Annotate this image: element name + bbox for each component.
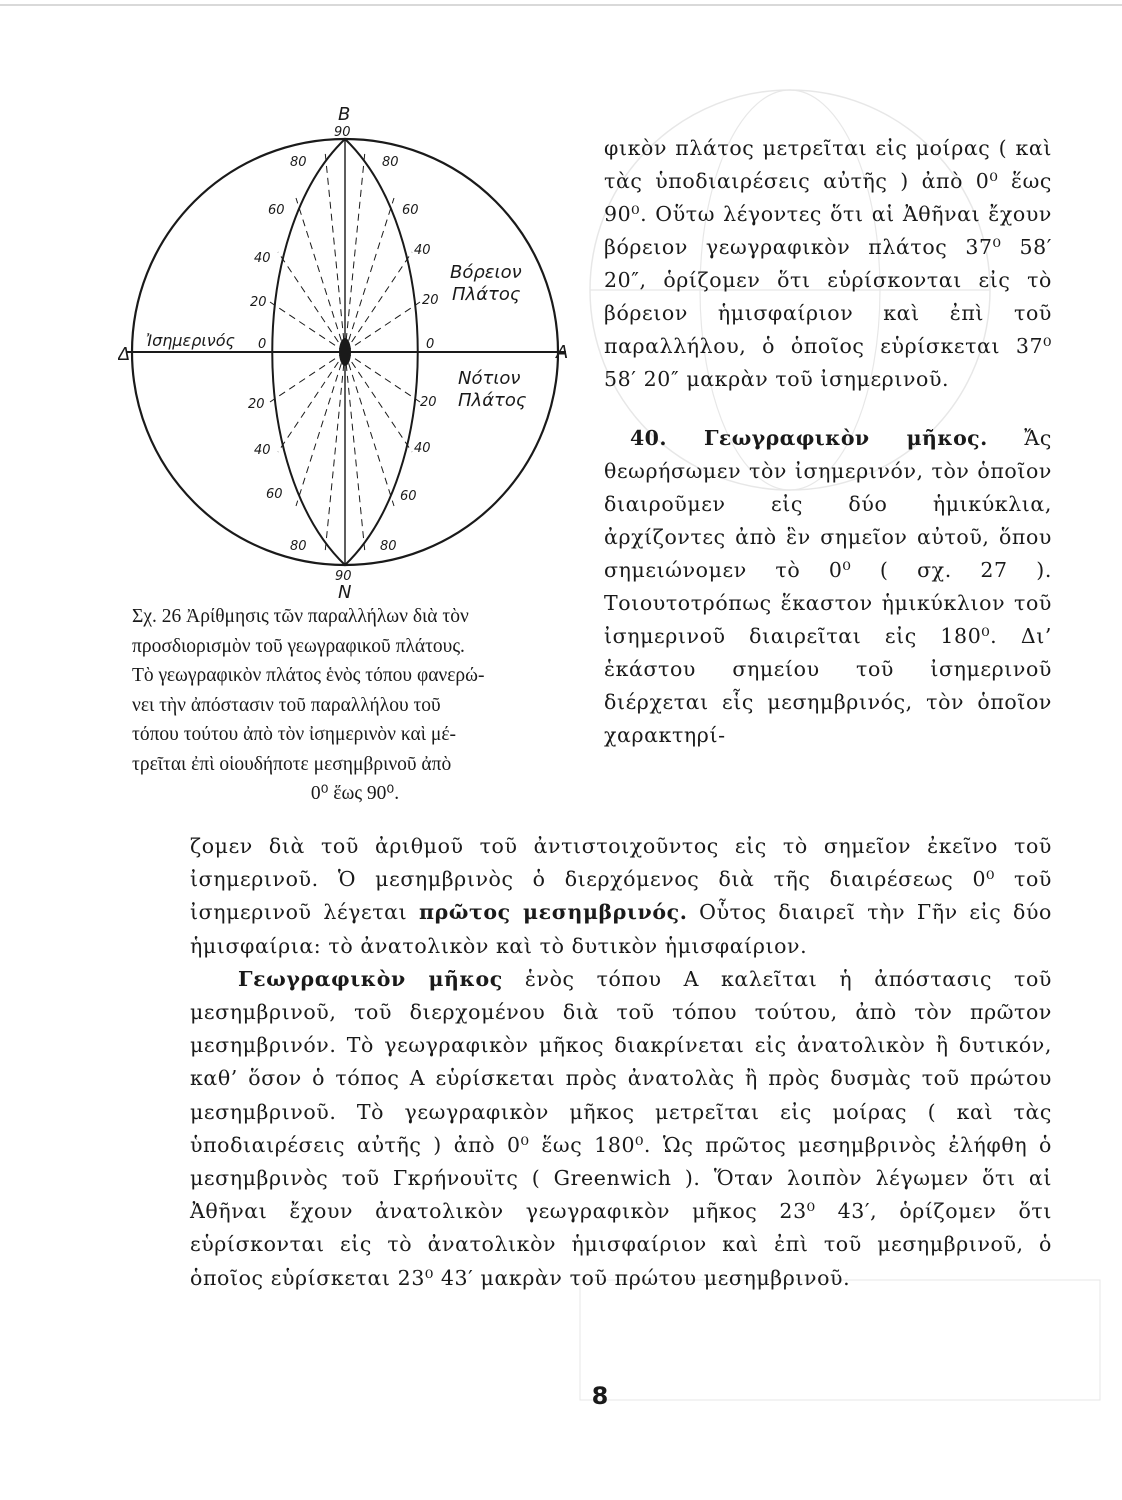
paragraph-longitude-intro bbox=[604, 422, 1052, 752]
caption-line: προσδιορισμὸν τοῦ γεωγραφικοῦ πλάτους. bbox=[132, 635, 465, 657]
paragraph-latitude-measure: φικὸν πλάτος μετρεῖται εἰς μοίρας ( καὶ τὰς ὑποδιαιρέσεις αὐτῆς ) ἀπὸ 0⁰ ἕως 90⁰. Οὕτω λέγοντες ὅτι αἱ Ἀθῆναι ἔχουν βόρειον γεωγραφικὸν πλάτος 37⁰ 58′ 20″, ὁρίζομεν ὅτι εὑρίσκονται εἰς τὸ βόρειον ἡμισφαίριον καὶ ἐπὶ τοῦ παραλλήλου, ὁ ὁποῖος εὑρίσκεται 37⁰ 58′ 20″ μακρὰν τοῦ ἰσημερινοῦ. bbox=[604, 136, 1052, 391]
south-pole-label: Ν bbox=[338, 582, 352, 600]
tick-label: 60 bbox=[266, 487, 283, 502]
east-point-label: Α bbox=[556, 342, 569, 363]
tick-label: 40 bbox=[254, 443, 271, 458]
caption-line: 0⁰ ἕως 90⁰. bbox=[310, 783, 400, 804]
paragraph-text: Ἄς θεωρήσωμεν τὸν ἰσημερινόν, τὸν ὁποῖον διαιροῦμεν εἰς δύο ἡμικύκλια, ἀρχίζοντες ἀπὸ ἓν σημεῖον αὐτοῦ, ὅπου σημειώνομεν τὸ 0⁰ ( σχ. 27 ). Τοιουτοτρόπως ἕκαστον ἡμικύκλιον τοῦ ἰσημερινοῦ διαιρεῖται εἰς 180⁰. Δι’ ἑκάστου σημείου τοῦ ἰσημερινοῦ διέρχεται εἷς μεσημβρινός, τὸν ὁποῖον χαρακτηρί- bbox=[604, 426, 1052, 747]
pole-value-bottom: 90 bbox=[335, 569, 352, 584]
north-pole-label: Β bbox=[338, 104, 351, 125]
caption-line: τρεῖται ἐπὶ οἱουδήποτε μεσημβρινοῦ ἀπὸ bbox=[132, 753, 452, 775]
caption-line: Τὸ γεωγραφικὸν πλάτος ἑνὸς τόπου φανερώ- bbox=[132, 665, 485, 686]
north-latitude-label-2: Πλάτος bbox=[452, 284, 521, 305]
bottom-text-block bbox=[190, 830, 1052, 1295]
paragraph-text: Οὗτος διαιρεῖ τὴν Γῆν εἰς δύο ἡμισφαίρια: τὸ ἀνατολικὸν καὶ τὸ δυτικὸν ἡμισφαίριον. bbox=[190, 900, 1052, 958]
west-point-label: Δ bbox=[118, 344, 131, 365]
north-latitude-label-1: Βόρειον bbox=[450, 262, 522, 283]
tick-label: 40 bbox=[254, 251, 271, 266]
paragraph-text: ζομεν διὰ τοῦ ἀριθμοῦ τοῦ ἀντιστοιχοῦντος εἰς τὸ σημεῖον ἐκεῖνο τοῦ ἰσημερινοῦ. Ὁ μεσημβρινὸς ὁ διερχόμενος διὰ τῆς διαιρέσεως 0⁰ τοῦ ἰσημερινοῦ λέγεται bbox=[190, 834, 1052, 925]
latitude-globe-diagram bbox=[118, 102, 580, 600]
tick-label: 80 bbox=[382, 155, 399, 170]
page-number: 8 bbox=[591, 1382, 609, 1410]
tick-label: 80 bbox=[290, 539, 307, 554]
figure-caption bbox=[132, 602, 578, 809]
tick-label: 20 bbox=[420, 395, 437, 410]
caption-line: νει τὴν ἀπόστασιν τοῦ παραλλήλου τοῦ bbox=[132, 694, 441, 716]
tick-label: 0 bbox=[426, 337, 435, 352]
tick-label: 60 bbox=[402, 203, 419, 218]
center-point bbox=[339, 338, 351, 366]
right-text-column bbox=[604, 132, 1052, 752]
tick-label: 80 bbox=[380, 539, 397, 554]
tick-label: 40 bbox=[414, 243, 431, 258]
degree-ticks-upper-right bbox=[382, 155, 439, 352]
section-heading: 40. Γεωγραφικὸν μῆκος. bbox=[630, 426, 988, 450]
paragraph-longitude-definition bbox=[190, 963, 1052, 1295]
tick-label: 40 bbox=[414, 441, 431, 456]
pole-value-top: 90 bbox=[334, 125, 351, 140]
top-edge-rule bbox=[0, 4, 1122, 6]
south-latitude-label-1: Νότιον bbox=[458, 368, 521, 389]
south-latitude-label-2: Πλάτος bbox=[458, 390, 527, 411]
degree-ticks-upper-left bbox=[250, 155, 307, 352]
tick-label: 20 bbox=[422, 293, 439, 308]
tick-label: 20 bbox=[250, 295, 267, 310]
tick-label: 0 bbox=[258, 337, 267, 352]
tick-label: 60 bbox=[400, 489, 417, 504]
caption-line: Σχ. 26 Ἀρίθμησις τῶν παραλλήλων διὰ τὸν bbox=[132, 606, 469, 627]
degree-ticks-lower-right bbox=[380, 395, 437, 554]
tick-label: 20 bbox=[248, 397, 265, 412]
caption-line: τόπου τούτου ἀπὸ τὸν ἰσημερινὸν καὶ μέ- bbox=[132, 724, 456, 745]
paragraph-prime-meridian bbox=[190, 830, 1052, 963]
paragraph-text: ἑνὸς τόπου Α καλεῖται ἡ ἀπόστασις τοῦ μεσημβρινοῦ, τοῦ διερχομένου διὰ τοῦ τόπου τούτου, ἀπὸ τὸν πρῶτον μεσημβρινόν. Τὸ γεωγραφικὸν μῆκος διακρίνεται εἰς ἀνατολικὸν ἢ δυτικόν, καθ’ ὅσον ὁ τόπος Α εὑρίσκεται πρὸς ἀνατολὰς ἢ πρὸς δυσμὰς τοῦ πρώτου μεσημβρινοῦ. Τὸ γεωγραφικὸν μῆκος μετρεῖται εἰς μοίρας ( καὶ τὰς ὑποδιαιρέσεις αὐτῆς ) ἀπὸ 0⁰ ἕως 180⁰. Ὡς πρῶτος μεσημβρινὸς ἐλήφθη ὁ μεσημβρινὸς τοῦ Γκρήνουϊτς ( Greenwich ). Ὅταν λοιπὸν λέγωμεν ὅτι αἱ Ἀθῆναι ἔχουν ἀνατολικὸν γεωγραφικὸν μῆκος 23⁰ 43′, ὁρίζομεν ὅτι εὑρίσκονται εἰς τὸ ἀνατολικὸν ἡμισφαίριον καὶ ἐπὶ τοῦ μεσημβρινοῦ, ὁ ὁποῖος εὑρίσκεται 23⁰ 43′ μακρὰν τοῦ πρώτου μεσημβρινοῦ. bbox=[190, 966, 1052, 1290]
tick-label: 80 bbox=[290, 155, 307, 170]
tick-label: 60 bbox=[268, 203, 285, 218]
term-prime-meridian: πρῶτος μεσημβρινός. bbox=[419, 900, 688, 925]
term-longitude: Γεωγραφικὸν μῆκος bbox=[238, 966, 503, 991]
equator-label: Ἰσημερινός bbox=[146, 331, 235, 350]
